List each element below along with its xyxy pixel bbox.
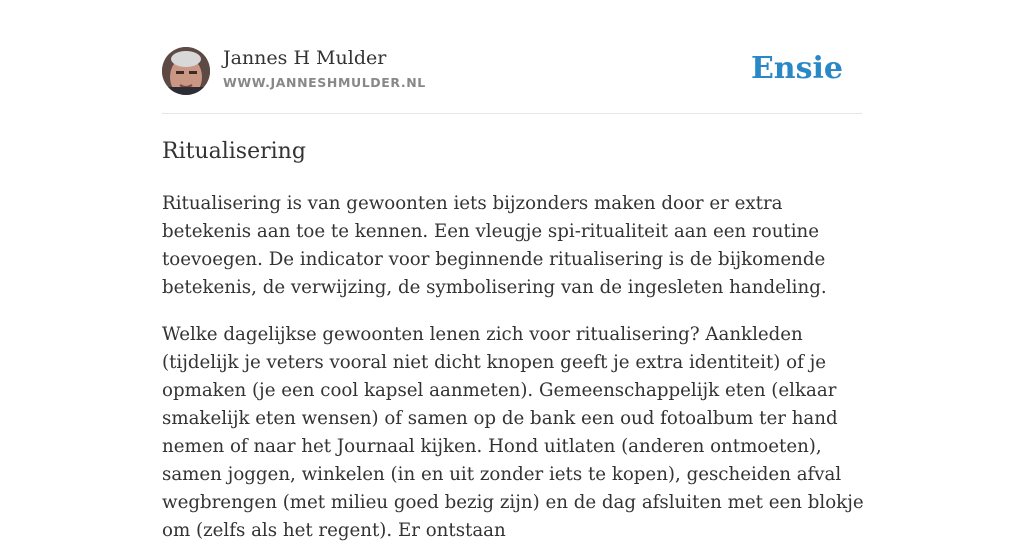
- article-header: [162, 0, 862, 114]
- author-website-link[interactable]: WWW.JANNESHMULDER.NL: [223, 75, 426, 90]
- brand-logo[interactable]: Ensie: [750, 51, 843, 86]
- article-paragraph: Welke dagelijkse gewoonten lenen zich voor ritualisering? Aankleden (tijdelijk je veters vooral niet dicht knopen geeft je extra identiteit) of je opmaken (je een cool kapsel aanmeten). Gemeenschappelijk eten (elkaar smakelijk eten wensen) of samen op de bank een oud fotoalbum ter hand nemen of naar het Journaal kijken. Hond uitlaten (anderen ontmoeten), samen joggen, winkelen (in en uit zonder iets te kopen), gescheiden afval wegbrengen (met milieu goed bezig zijn) en de dag afsluiten met een blokje om (zelfs als het regent). Er ontstaan: [162, 324, 864, 541]
- author-name[interactable]: Jannes H Mulder: [223, 47, 387, 69]
- article-card: [162, 0, 864, 541]
- article-title: Ritualisering: [162, 139, 306, 164]
- article-paragraph: Ritualisering is van gewoonten iets bijzonders maken door er extra betekenis aan toe te kennen. Een vleugje spi-ritualiteit aan een routine toevoegen. De indicator voor beginnende ritualisering is de bijkomende betekenis, de verwijzing, de symbolisering van de ingesleten handeling.: [162, 193, 827, 298]
- author-photo-icon: [162, 47, 210, 95]
- author-avatar[interactable]: [162, 47, 210, 95]
